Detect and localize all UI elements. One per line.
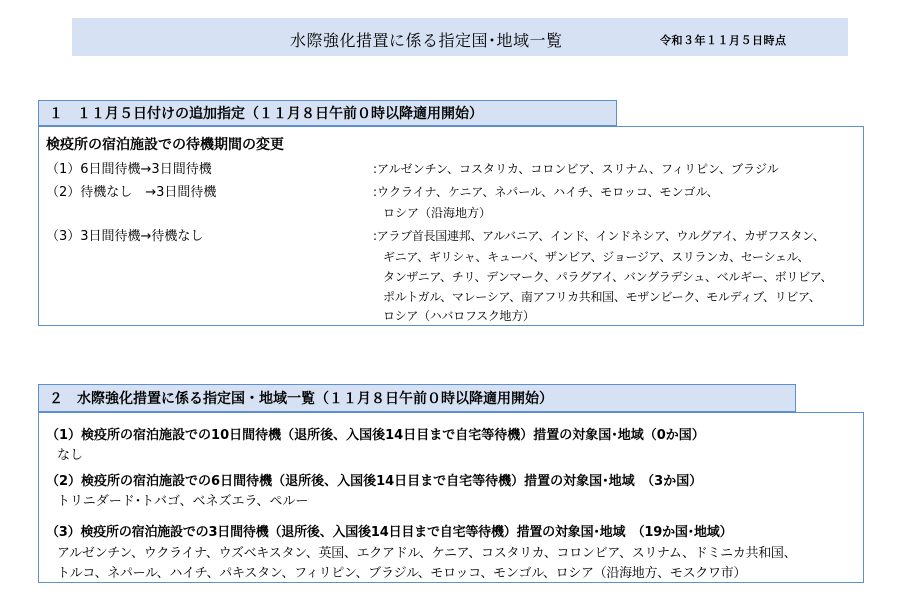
section2-item1-title: （1）検疫所の宿泊施設での10日間待機（退所後、入国後14日目まで自宅等待機）措置の対象国･地域（0か国） [46, 428, 705, 443]
section2-item3-countries-line2: トルコ、ネパール、ハイチ、パキスタン、フィリピン、ブラジル、モロッコ、モンゴル、ロシア（沿海地方、モスクワ市） [57, 566, 747, 581]
section1-item3-countries-line2: ギニア、ギリシャ、キューバ、ザンビア、ジョージア、スリランカ、セーシェル、 [383, 250, 810, 264]
section2-item2-countries: トリニダード･トバゴ、ベネズエラ、ペルー [57, 494, 309, 509]
section1-item1-countries: :アルゼンチン、コスタリカ、コロンビア、スリナム、フィリピン、ブラジル [373, 162, 779, 176]
page-title: 水際強化措置に係る指定国･地域一覧 [290, 31, 563, 50]
section1-item3-countries-line3: タンザニア、チリ、デンマーク、パラグアイ、バングラデシュ、ベルギー、ボリビア、 [383, 270, 833, 284]
section1-item2-countries-line2: ロシア（沿海地方） [383, 206, 492, 220]
section1-header: １ １１月５日付けの追加指定（１１月８日午前０時以降適用開始） [38, 100, 617, 126]
section2-item3-title: （3）検疫所の宿泊施設での3日間待機（退所後、入国後14日目まで自宅等待機）措置の対象国･地域 （19か国･地域） [46, 525, 733, 540]
section1-subtitle: 検疫所の宿泊施設での待機期間の変更 [46, 137, 284, 153]
section2-item3-countries-line1: アルゼンチン、ウクライナ、ウズベキスタン、英国、エクアドル、ケニア、コスタリカ、コロンビア、スリナム、ドミニカ共和国、 [57, 546, 797, 561]
section2-item2-title: （2）検疫所の宿泊施設での6日間待機（退所後、入国後14日目まで自宅等待機）措置の対象国･地域 （3か国） [46, 474, 703, 489]
section2-item1-countries: なし [57, 448, 84, 463]
section1-item1-label: （1）6日間待機→3日間待機 [46, 162, 212, 177]
section2-header: ２ 水際強化措置に係る指定国・地域一覧（１１月８日午前０時以降適用開始） [38, 384, 796, 412]
section1-item3-countries-line1: :アラブ首長国連邦、アルバニア、インド、インドネシア、ウルグアイ、カザフスタン、 [373, 229, 825, 243]
section1-item3-countries-line5: ロシア（ハバロフスク地方） [383, 309, 535, 323]
section1-item2-countries-line1: :ウクライナ、ケニア、ネパール、ハイチ、モロッコ、モンゴル、 [373, 185, 719, 199]
as-of-date: 令和３年１１月５日時点 [660, 34, 787, 47]
section1-item3-label: （3）3日間待機→待機なし [46, 229, 204, 244]
section1-item3-countries-line4: ポルトガル、マレーシア、南アフリカ共和国、モザンビーク、モルディブ、リビア、 [383, 290, 821, 304]
section1-item2-label: （2）待機なし →3日間待機 [46, 185, 217, 200]
